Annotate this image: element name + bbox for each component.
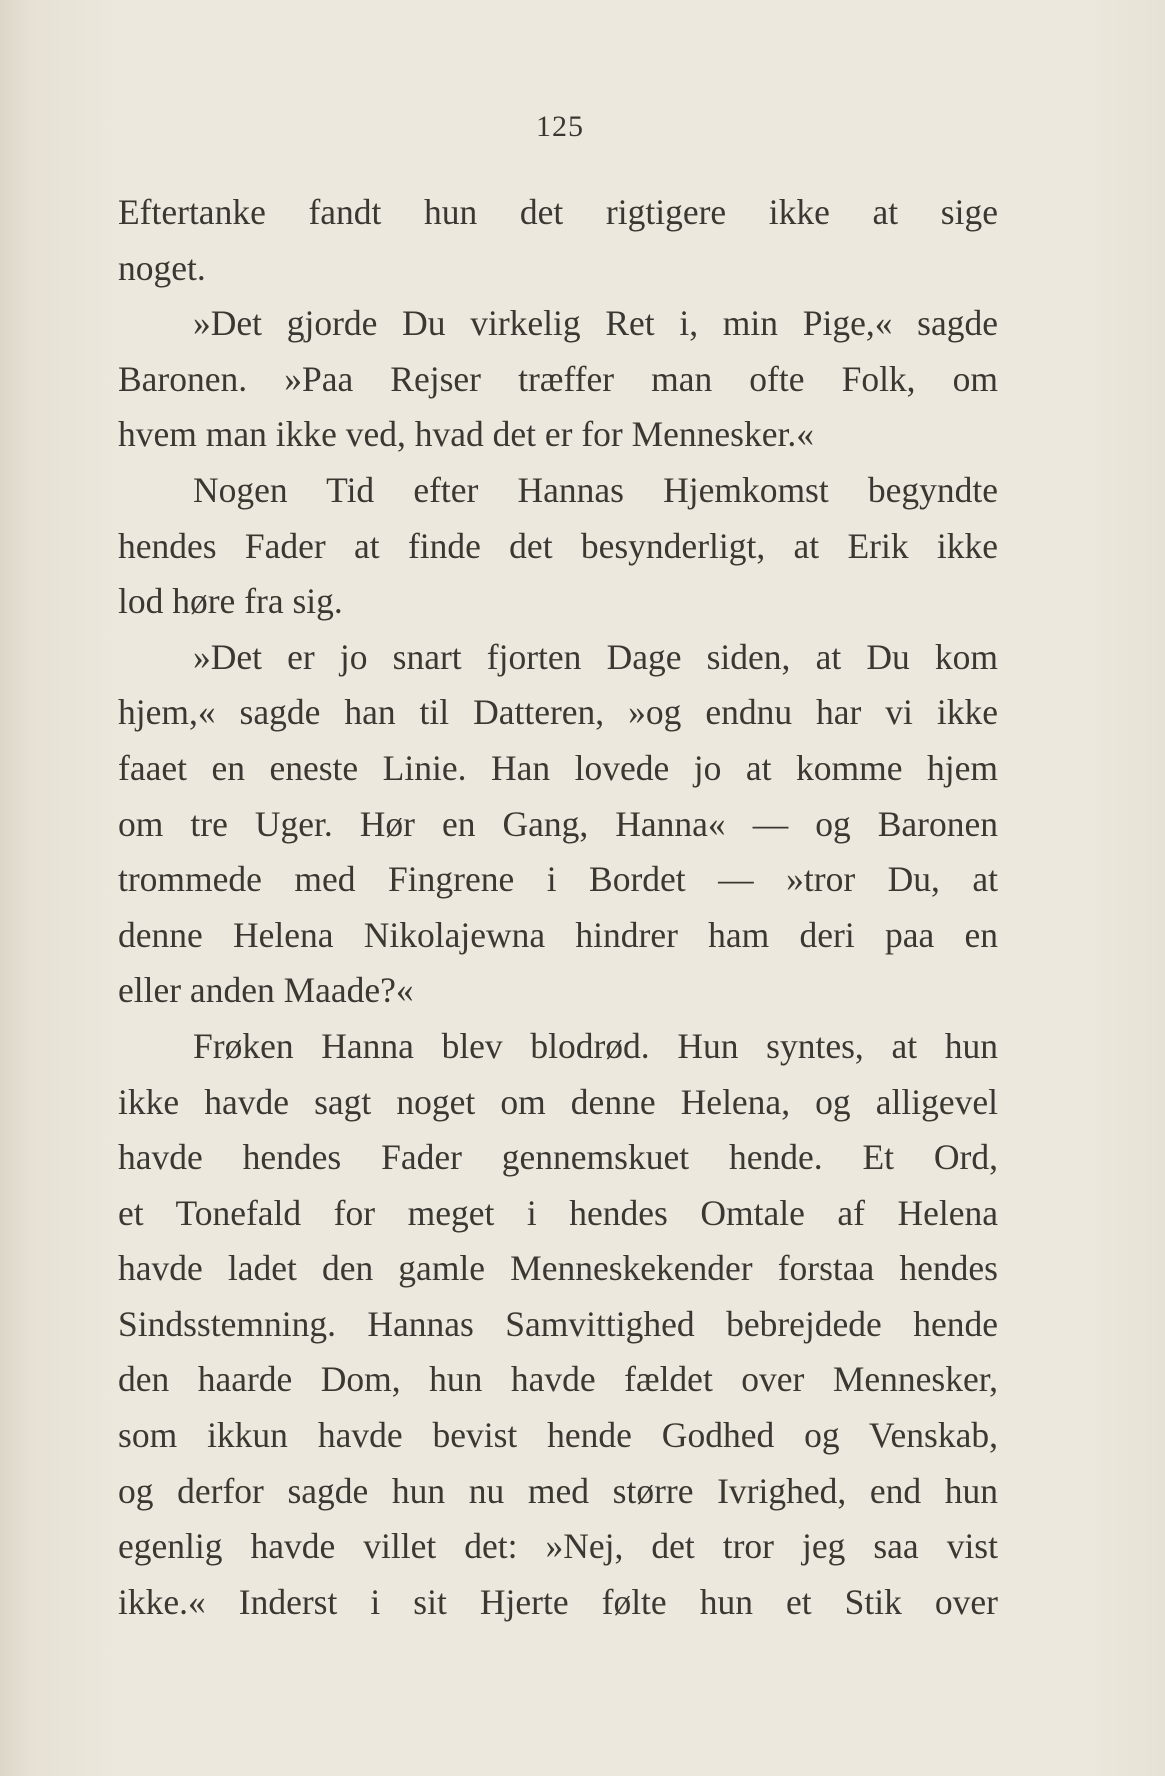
text-line: »Det er jo snart fjorten Dage siden, at Du kom [193,636,998,677]
text-line: eller anden Maade?« [118,970,414,1011]
text-line: som ikkun havde bevist hende Godhed og Venskab, [118,1415,998,1456]
text-line: om tre Uger. Hør en Gang, Hanna« — og Baronen [118,803,998,844]
text-line: Frøken Hanna blev blodrød. Hun syntes, at hun [193,1025,998,1066]
text-line: Nogen Tid efter Hannas Hjemkomst begyndte [193,469,998,510]
text-line: hendes Fader at finde det besynderligt, at Erik ikke [118,525,998,566]
text-line: »Det gjorde Du virkelig Ret i, min Pige,« sagde [193,303,998,344]
text-line: Sindsstemning. Hannas Samvittighed bebrejdede hende [118,1303,998,1344]
page-number: 125 [536,110,584,143]
body-text [118,185,998,1630]
text-line: ikke havde sagt noget om denne Helena, og alligevel [118,1081,998,1122]
text-line: noget. [118,247,206,288]
text-line: ikke.« Inderst i sit Hjerte følte hun et Stik over [118,1581,998,1622]
text-line: havde hendes Fader gennemskuet hende. Et Ord, [118,1137,998,1178]
text-line: hjem,« sagde han til Datteren, »og endnu har vi ikke [118,692,998,733]
text-line: den haarde Dom, hun havde fældet over Mennesker, [118,1359,998,1400]
text-line: Baronen. »Paa Rejser træffer man ofte Folk, om [118,358,998,399]
text-line: Eftertanke fandt hun det rigtigere ikke at sige [118,192,998,232]
text-line: egenlig havde villet det: »Nej, det tror jeg saa vist [118,1526,998,1567]
text-line: faaet en eneste Linie. Han lovede jo at komme hjem [118,747,998,788]
text-line: og derfor sagde hun nu med større Ivrighed, end hun [118,1470,998,1511]
text-line: havde ladet den gamle Menneskekender forstaa hendes [118,1248,998,1289]
text-line: hvem man ikke ved, hvad det er for Mennesker.« [118,414,814,455]
text-line: trommede med Fingrene i Bordet — »tror Du, at [118,859,998,900]
text-line: denne Helena Nikolajewna hindrer ham deri paa en [118,914,998,955]
text-line: lod høre fra sig. [118,581,343,622]
text-line: et Tonefald for meget i hendes Omtale af Helena [118,1192,998,1233]
